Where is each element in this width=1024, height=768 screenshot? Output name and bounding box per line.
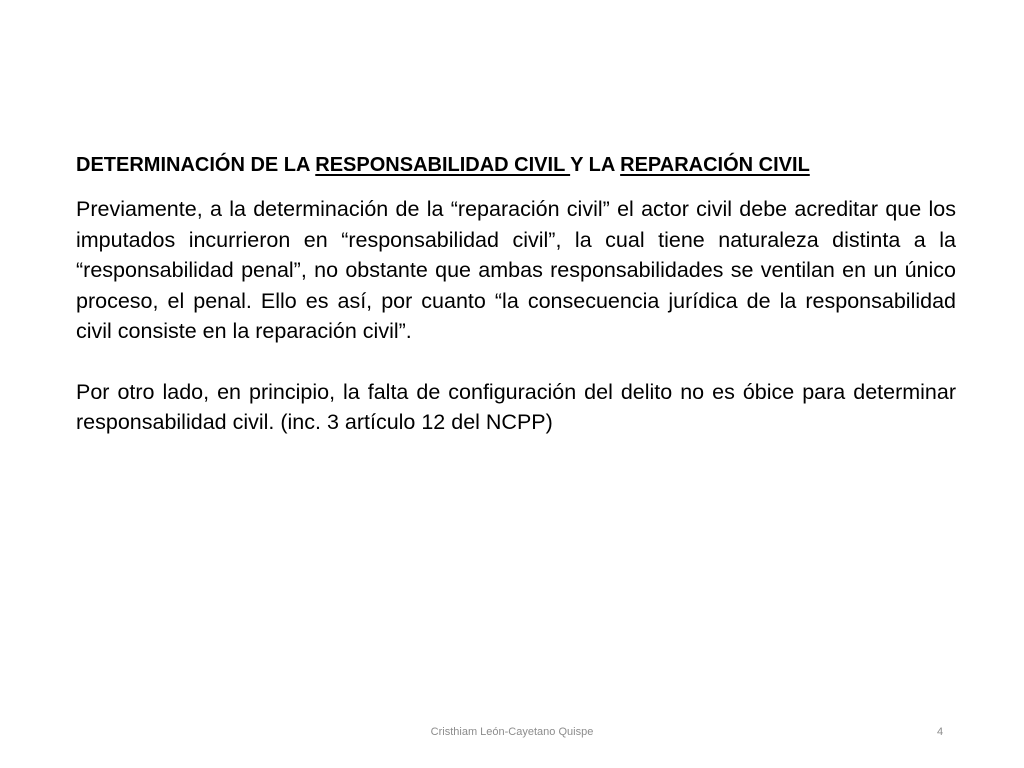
- heading-underlined-reparacion-civil: REPARACIÓN CIVIL: [620, 154, 810, 176]
- heading-part-3: Y LA: [570, 154, 621, 176]
- heading-part-1: DETERMINACIÓN DE LA: [76, 154, 316, 176]
- footer-author: Cristhiam León-Cayetano Quispe: [430, 726, 594, 738]
- heading-underlined-responsabilidad-civil: RESPONSABILIDAD CIVIL: [315, 154, 571, 176]
- slide-content: [76, 150, 956, 468]
- paragraph-1: Previamente, a la determinación de la “reparación civil” el actor civil debe acreditar que los imputados incurrieron en “responsabilidad civil”, la cual tiene naturaleza distinta a la “responsabilidad penal”, no obstante que ambas responsabilidades se ventilan en un único proceso, el penal. Ello es así, por cuanto “la consecuencia jurídica de la responsabilidad civil consiste en la reparación civil”.: [76, 197, 956, 343]
- paragraph-2: Por otro lado, en principio, la falta de configuración del delito no es óbice para determinar responsabilidad civil. (inc. 3 artículo 12 del NCPP): [76, 379, 956, 434]
- page-number: 4: [936, 726, 944, 738]
- slide-heading: [76, 150, 956, 180]
